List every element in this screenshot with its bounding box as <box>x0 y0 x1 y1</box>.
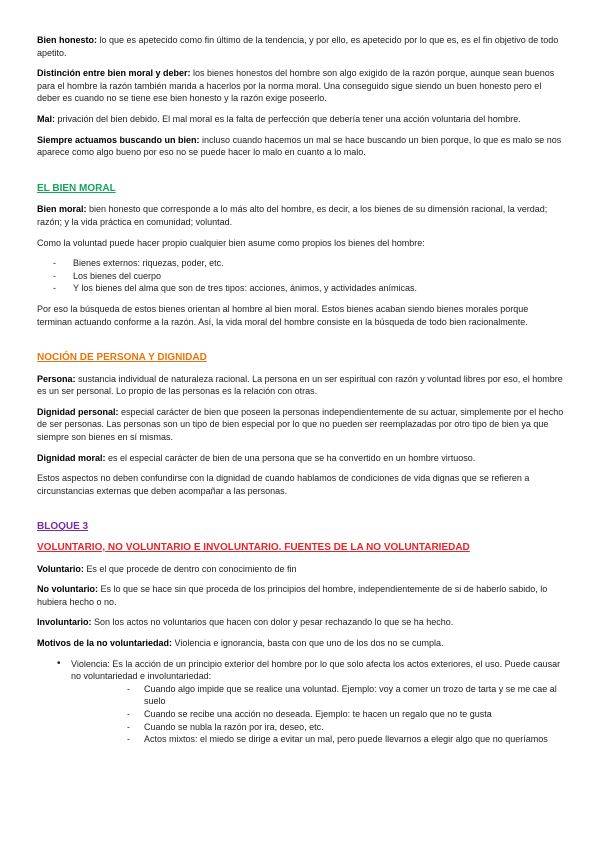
term: No voluntario: <box>37 584 98 595</box>
document-page <box>37 34 565 746</box>
definition: Es el que procede de dentro con conocimiento de fin <box>83 563 297 574</box>
term: Bien moral: <box>37 204 87 215</box>
bien-moral-lead: Como la voluntad puede hacer propio cualquier bien asume como propios los bienes del hombre: <box>37 237 425 248</box>
term: Dignidad personal: <box>37 406 119 417</box>
term: Persona: <box>37 373 76 384</box>
term: Dignidad moral: <box>37 452 106 463</box>
bienes-list <box>37 257 565 295</box>
bien-moral-closing: Por eso la búsqueda de estos bienes orientan al hombre al bien moral. Estos bienes acaban siendo bienes morales porque terminan actuando conforme a la razón. Así, la vida moral del hombre consiste en la búsqueda de todo bien racionalmente. <box>37 303 529 327</box>
list-item-violencia <box>37 658 565 746</box>
term: Siempre actuamos buscando un bien: <box>37 134 200 145</box>
list-item: - Y los bienes del alma que son de tres tipos: acciones, ánimos, y actividades anímicas. <box>37 282 565 295</box>
term: Motivos de la no voluntariedad: <box>37 638 173 648</box>
heading-persona: NOCIÓN DE PERSONA Y DIGNIDAD <box>37 352 207 364</box>
violencia-sublist <box>71 683 565 746</box>
intro-paragraph <box>37 113 565 126</box>
definition: privación del bien debido. El mal moral es la falta de perfección que debería tener una acción voluntaria del hombre. <box>55 113 521 124</box>
term: Mal: <box>37 113 55 124</box>
intro-paragraph <box>37 67 565 105</box>
list-item: - Actos mixtos: el miedo se dirige a evitar un mal, pero puede llevarnos a elegir algo que no queríamos <box>71 733 565 746</box>
definition: Violencia e ignorancia, basta con que uno de los dos no se cumpla. <box>172 638 444 648</box>
heading-bloque: BLOQUE 3 <box>37 521 89 533</box>
heading-voluntario: VOLUNTARIO, NO VOLUNTARIO E INVOLUNTARIO. FUENTES DE LA NO VOLUNTARIEDAD <box>37 542 470 554</box>
list-item: - Cuando se recibe una acción no deseada. Ejemplo: te hacen un regalo que no te gusta <box>71 708 565 721</box>
heading-bien-moral: EL BIEN MORAL <box>37 182 116 194</box>
term: Involuntario: <box>37 617 92 628</box>
persona-paragraph <box>37 452 565 465</box>
intro-paragraph <box>37 34 565 59</box>
definition: incluso cuando hacemos un mal se hace buscando un bien porque, lo que es malo se nos aparece como algo bueno por eso no se puede hacer lo malo en cuanto a lo malo. <box>37 134 562 158</box>
intro-paragraph <box>37 134 565 159</box>
definition: los bienes honestos del hombre son algo exigido de la razón porque, aunque sean buenos para el hombre la razón también manda a hacerlos por la norma moral. Una conseguido sigue siendo un buen honesto pero el deber es cuando no se tiene ese bien honesto y la razón exige poseerlo. <box>37 68 555 104</box>
definition: bien honesto que corresponde a lo más alto del hombre, es decir, a los bienes de su dimensión racional, la verdad; razón; y la vida práctica en comunidad; voluntad. <box>37 204 548 227</box>
term: Voluntario: <box>37 563 84 574</box>
violencia-list <box>37 658 565 746</box>
bloque-paragraph <box>37 637 565 650</box>
term: Distinción entre bien moral y deber: <box>37 68 191 79</box>
definition: especial carácter de bien que poseen la personas independientemente de su actuar, simplemente por el hecho de ser personas. Las personas son un tipo de bien especial por lo que no pueden ser reemplazadas por otro tipo de bien ya que siempre son bienes en sí mismas. <box>37 406 564 443</box>
definition: Son los actos no voluntarios que hacen con dolor y pesar rechazando lo que se ha hecho. <box>91 617 454 628</box>
persona-paragraph <box>37 373 565 398</box>
list-item: - Cuando se nubla la razón por ira, deseo, etc. <box>71 721 565 734</box>
persona-paragraph <box>37 406 565 444</box>
violencia-text: Violencia: Es la acción de un principio exterior del hombre por lo que solo afecta los actos exteriores, el uso. Puede causar no voluntariedad e involuntariedad: <box>71 658 561 682</box>
bloque-paragraph <box>37 616 565 629</box>
definition: Es lo que se hace sin que proceda de los principios del hombre, independientemente de si de haberlo sabido, lo hubiera hecho o no. <box>37 584 548 607</box>
list-item: - Los bienes del cuerpo <box>37 270 565 283</box>
term: Bien honesto: <box>37 35 97 45</box>
list-item: - Bienes externos: riquezas, poder, etc. <box>37 257 565 270</box>
bloque-paragraph <box>37 583 565 608</box>
bien-moral-definition <box>37 203 565 228</box>
persona-closing: Estos aspectos no deben confundirse con la dignidad de cuando hablamos de condiciones de vida dignas que se refieren a circunstancias externas que deben acompañar a las personas. <box>37 473 530 496</box>
definition: es el especial carácter de bien de una persona que se ha convertido en un hombre virtuoso. <box>105 452 476 463</box>
definition: sustancia individual de naturaleza racional. La persona en un ser espiritual con razón y voluntad libres por eso, el hombre es un ser personal. Lo propio de las personas es la relación con otras. <box>37 373 563 397</box>
definition: lo que es apetecido como fin último de la tendencia, y por ello, es apetecido por lo que es, es el fin objetivo de todo apetito. <box>37 35 559 58</box>
list-item: - Cuando algo impide que se realice una voluntad. Ejemplo: voy a comer un trozo de tarta y se me cae al suelo <box>71 683 565 708</box>
bloque-paragraph <box>37 563 565 576</box>
